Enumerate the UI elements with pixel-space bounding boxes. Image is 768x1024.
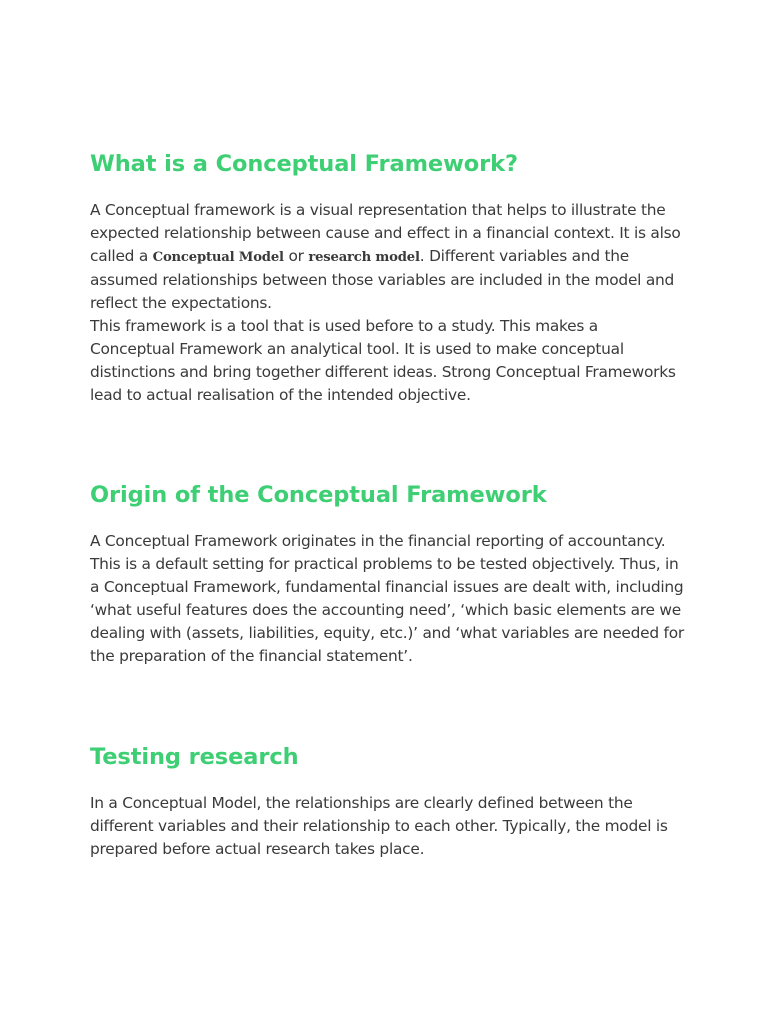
paragraph-text: . Different variables and the assumed relationships between those variables are included in the model and reflect the expectations. — [90, 247, 675, 312]
term-conceptual-model: Conceptual Model — [152, 250, 284, 265]
paragraph-text: or — [283, 247, 309, 265]
paragraph-text: A Conceptual framework is a visual representation that helps to illustrate the expected relationship between cause and effect in a financial context. It is also called a — [90, 201, 681, 265]
section-paragraph: This framework is a tool that is used before to a study. This makes a Conceptual Framework an analytical tool. It is used to make conceptual distinctions and bring together different ideas. Strong Conceptual Frameworks lead to actual realisation of the intended objective. — [90, 317, 676, 404]
section-heading: What is a Conceptual Framework? — [90, 151, 518, 177]
section-testing-research — [90, 741, 686, 861]
section-paragraph: In a Conceptual Model, the relationships are clearly defined between the different variables and their relationship to each other. Typically, the model is prepared before actual research takes place. — [90, 794, 668, 858]
section-what-is — [90, 148, 686, 407]
term-research-model: research model — [308, 250, 420, 265]
section-heading: Testing research — [90, 744, 299, 770]
section-paragraph — [90, 199, 686, 315]
section-heading: Origin of the Conceptual Framework — [90, 482, 547, 508]
section-origin — [90, 479, 686, 668]
section-paragraph: A Conceptual Framework originates in the financial reporting of accountancy. This is a default setting for practical problems to be tested objectively. Thus, in a Conceptual Framework, fundamental financial issues are dealt with, including ‘what useful features does the accounting need’, ‘which basic elements are we dealing with (assets, liabilities, equity, etc.)’ and ‘what variables are needed for the preparation of the financial statement’. — [90, 532, 684, 665]
